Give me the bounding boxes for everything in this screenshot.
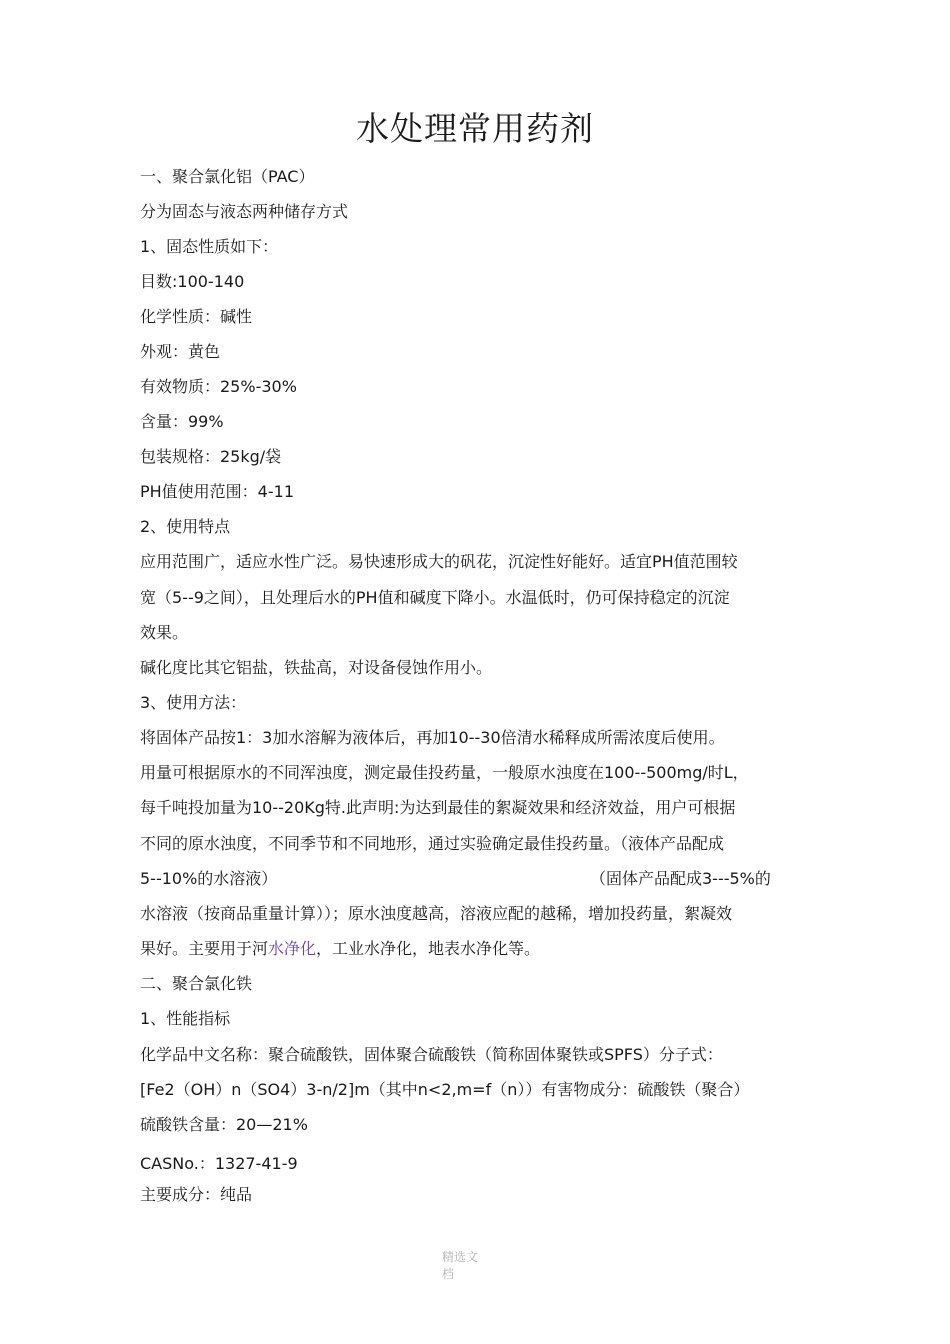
page-title: 水处理常用药剂 <box>356 109 594 148</box>
text-line: 应用范围广，适应水性广泛。易快速形成大的矾花，沉淀性好能好。适宜PH值范围较 <box>140 552 738 571</box>
text-line: 不同的原水浊度，不同季节和不同地形，通过实验确定最佳投药量。（液体产品配成 <box>140 834 725 853</box>
subsection-heading: 1、性能指标 <box>140 1009 231 1028</box>
text-line: 含量：99% <box>140 412 224 431</box>
text-line <box>140 939 540 959</box>
text-line: 用量可根据原水的不同浑浊度，测定最佳投药量，一般原水浊度在100--500mg/时L， <box>140 763 749 782</box>
text-line: 碱化度比其它铝盐，铁盐高，对设备侵蚀作用小。 <box>140 658 493 677</box>
water-purification-link[interactable]: 水净化 <box>268 939 317 958</box>
text-line: 硫酸铁含量：20—21% <box>140 1115 308 1134</box>
text-line: 5--10%的水溶液） <box>140 869 278 888</box>
footer-watermark <box>442 1249 492 1283</box>
text-line: 目数:100-140 <box>140 272 245 291</box>
text-line: CASNo.：1327-41-9 <box>140 1154 298 1173</box>
subsection-heading: 2、使用特点 <box>140 517 231 536</box>
text-line: 主要成分：纯品 <box>140 1185 253 1204</box>
text-line: PH值使用范围：4-11 <box>140 482 294 501</box>
section-heading: 二、聚合氯化铁 <box>140 974 253 993</box>
text-span: 果好。主要用于河 <box>140 939 269 958</box>
subsection-heading: 1、固态性质如下： <box>140 237 279 256</box>
footer-text: 档 <box>442 1267 455 1281</box>
text-line: 效果。 <box>140 623 189 642</box>
subsection-heading: 3、使用方法： <box>140 693 247 712</box>
text-line: 包装规格：25kg/袋 <box>140 447 282 466</box>
text-line: 将固体产品按1：3加水溶解为液体后，再加10--30倍清水稀释成所需浓度后使用。 <box>140 728 725 747</box>
footer-text: 精选文 <box>442 1250 479 1264</box>
text-line: 分为固态与液态两种储存方式 <box>140 202 349 221</box>
text-line: （固体产品配成3---5%的 <box>590 869 771 888</box>
text-line: 外观：黄色 <box>140 342 221 361</box>
text-line: 化学品中文名称：聚合硫酸铁，固体聚合硫酸铁（简称固体聚铁或SPFS）分子式： <box>140 1045 723 1064</box>
section-heading: 一、聚合氯化铝（PAC） <box>140 167 315 186</box>
text-line: 每千吨投加量为10--20Kg特.此声明:为达到最佳的絮凝效果和经济效益，用户可根据 <box>140 798 736 817</box>
text-span: ，工业水净化，地表水净化等。 <box>316 939 541 958</box>
text-line: [Fe2（OH）n（SO4）3-n/2]m（其中n<2,m=f（n））有害物成分：硫酸铁（聚合） <box>140 1080 750 1099</box>
text-line: 水溶液（按商品重量计算））；原水浊度越高，溶液应配的越稀，增加投药量，絮凝效 <box>140 904 733 923</box>
text-line: 宽（5--9之间），且处理后水的PH值和碱度下降小。水温低时，仍可保持稳定的沉淀 <box>140 588 730 607</box>
text-line: 化学性质：碱性 <box>140 307 253 326</box>
text-line: 有效物质：25%-30% <box>140 377 297 396</box>
